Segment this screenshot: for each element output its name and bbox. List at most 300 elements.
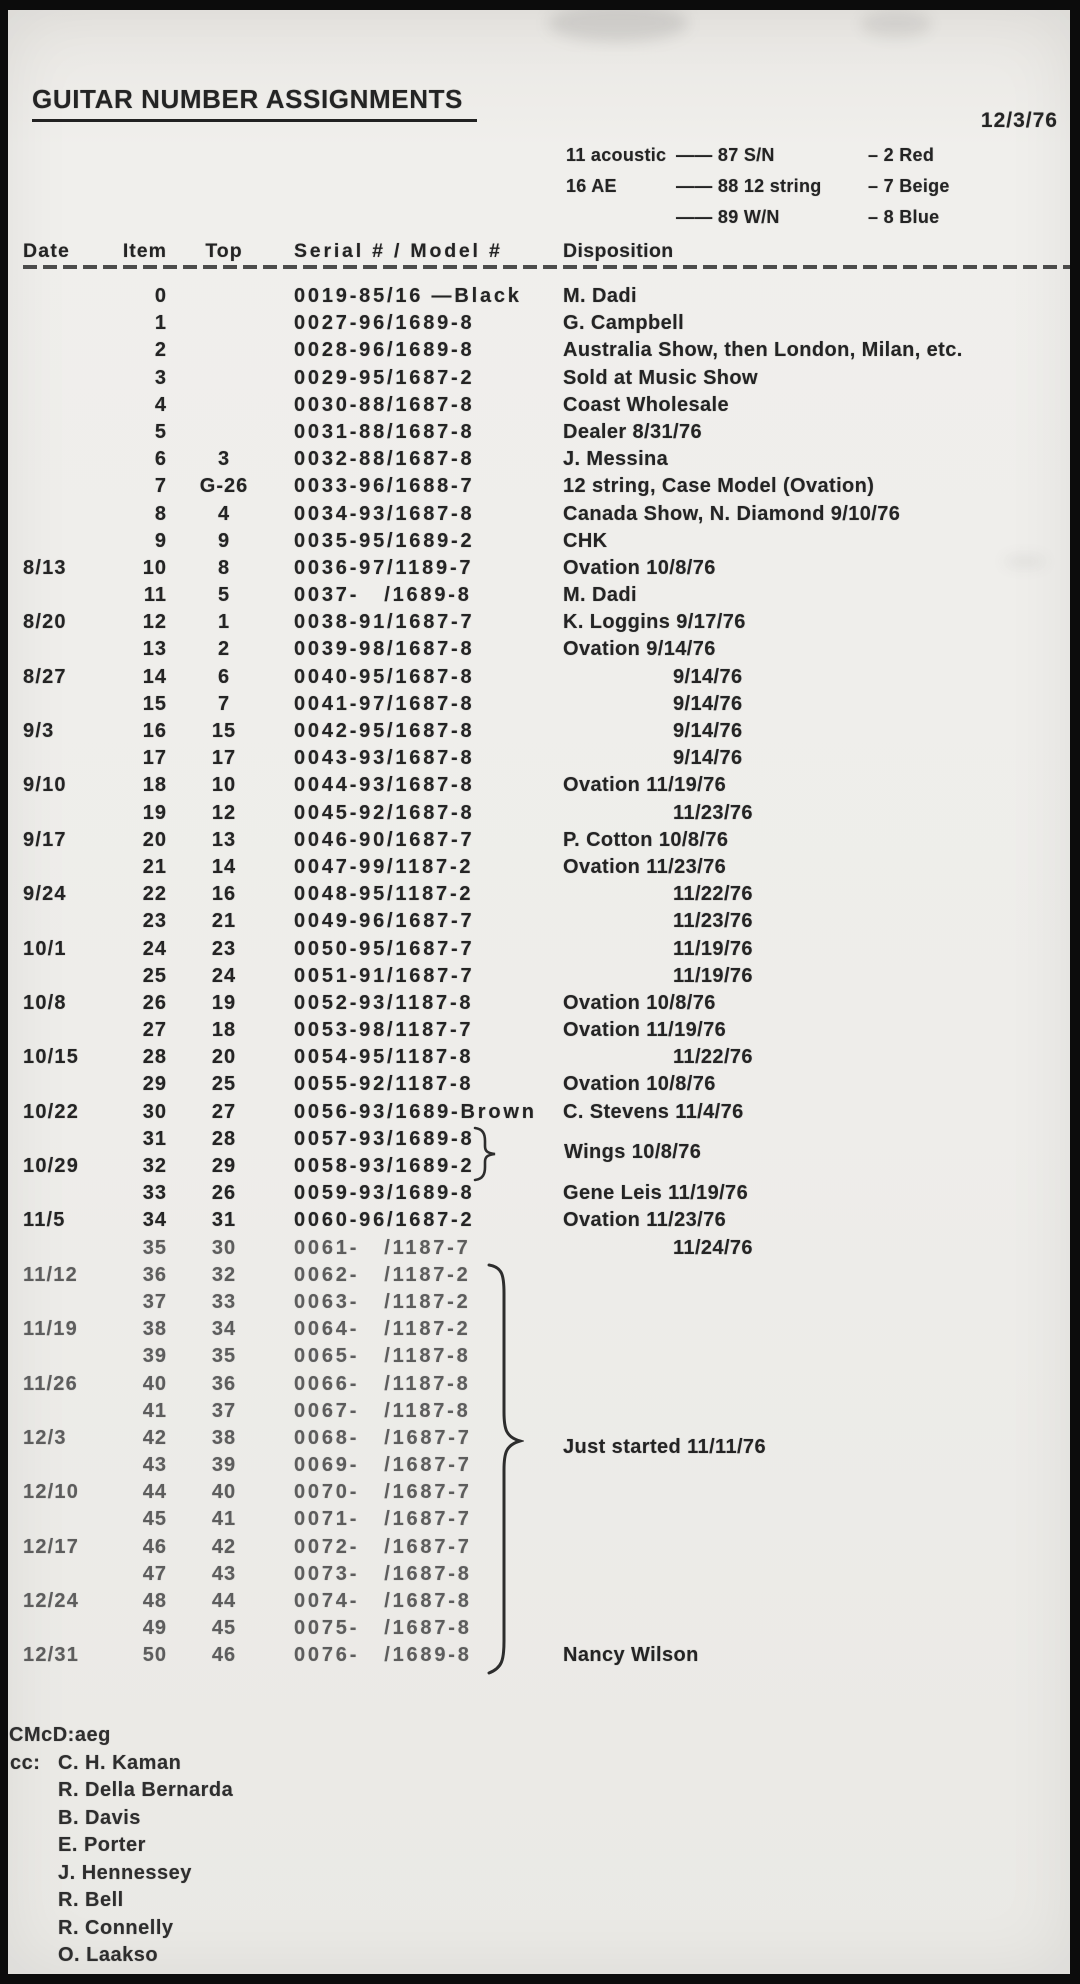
- table-row: [8, 936, 1070, 963]
- cell-item: 39: [142, 1345, 167, 1368]
- table-row: [8, 1506, 1070, 1533]
- cell-item: 50: [142, 1644, 167, 1667]
- table-row: [8, 582, 1070, 609]
- cell-serial: 0035-95/1689-2: [294, 529, 475, 552]
- cell-serial: 0043-93/1687-8: [294, 747, 475, 770]
- cell-item: 49: [142, 1617, 167, 1640]
- table-row: [8, 1235, 1070, 1262]
- cell-disposition: J. Messina: [563, 448, 669, 471]
- header-rule: [23, 265, 1070, 269]
- cell-item: 8: [154, 502, 167, 525]
- table-row: [8, 800, 1070, 827]
- table-row: [8, 854, 1070, 881]
- column-header-disposition: Disposition: [563, 240, 674, 262]
- table-row: [8, 1588, 1070, 1615]
- cell-disposition: Gene Leis 11/19/76: [563, 1182, 749, 1205]
- table-row: [8, 1479, 1070, 1506]
- legend-notes: [566, 140, 950, 233]
- cell-serial: 0031-88/1687-8: [294, 420, 475, 443]
- cc-name: E. Porter: [58, 1834, 146, 1856]
- column-header-serial: Serial # / Model #: [294, 240, 503, 262]
- cell-item: 28: [142, 1046, 167, 1069]
- cell-top: 34: [211, 1318, 237, 1341]
- table-row: [8, 963, 1070, 990]
- cell-top: [167, 310, 269, 337]
- cell-date: [23, 1071, 115, 1098]
- cell-disposition: 9/14/76: [673, 720, 743, 742]
- cell-serial: 0053-98/1187-7: [294, 1019, 474, 1042]
- cc-list: [58, 1750, 233, 1970]
- cell-serial: 0070- /1687-7: [294, 1481, 472, 1504]
- cell-date: [23, 419, 115, 446]
- table-row: [8, 1642, 1070, 1669]
- cell-disposition: C. Stevens 11/4/76: [563, 1100, 744, 1123]
- cell-item: 1: [154, 312, 167, 335]
- cell-disposition: Just started 11/11/76: [563, 1435, 766, 1458]
- document-date: 12/3/76: [980, 109, 1058, 132]
- cell-top: 21: [211, 910, 237, 933]
- cc-name: O. Laakso: [58, 1944, 159, 1966]
- cell-date: 12/17: [23, 1535, 80, 1558]
- cell-date: 9/10: [23, 774, 67, 797]
- cell-item: 33: [142, 1182, 167, 1205]
- cell-serial: 0034-93/1687-8: [294, 502, 475, 525]
- table-row: [8, 772, 1070, 799]
- cell-item: 10: [142, 556, 167, 579]
- cell-top: 14: [211, 855, 237, 878]
- cell-item: 22: [142, 883, 167, 906]
- cell-serial: 0063- /1187-2: [294, 1290, 471, 1313]
- cell-item: 14: [142, 665, 167, 688]
- cell-item: 5: [154, 420, 167, 443]
- cell-top: 28: [211, 1127, 237, 1150]
- cell-serial: 0032-88/1687-8: [294, 448, 475, 471]
- cell-disposition: K. Loggins 9/17/76: [563, 611, 746, 634]
- table-row: [8, 636, 1070, 663]
- cell-serial: 0042-95/1687-8: [294, 720, 475, 742]
- cell-top: 23: [211, 937, 237, 960]
- cell-top: 30: [211, 1236, 237, 1259]
- table-row: [8, 908, 1070, 935]
- table-row: [8, 745, 1070, 772]
- cell-top: 31: [211, 1209, 237, 1232]
- cell-disposition: 11/23/76: [673, 801, 753, 824]
- table-row: [8, 337, 1070, 364]
- cell-date: [23, 745, 115, 772]
- cell-item: 31: [142, 1127, 167, 1150]
- table-row: [8, 473, 1070, 500]
- cell-disposition: M. Dadi: [563, 285, 637, 307]
- cell-top: 5: [217, 584, 231, 607]
- cell-date: [23, 854, 115, 881]
- cell-item: 23: [142, 910, 167, 933]
- cell-serial: 0065- /1187-8: [294, 1345, 471, 1368]
- cell-disposition: Sold at Music Show: [563, 366, 758, 389]
- cell-serial: 0039-98/1687-8: [294, 638, 475, 661]
- cell-top: 8: [217, 556, 231, 579]
- cell-serial: 0071- /1687-7: [294, 1508, 472, 1531]
- cell-top: 44: [211, 1590, 237, 1612]
- cell-date: 10/1: [23, 937, 67, 960]
- cell-top: [167, 365, 269, 392]
- cell-item: 30: [142, 1100, 167, 1123]
- cell-top: 46: [211, 1644, 237, 1667]
- cell-date: 10/15: [23, 1046, 80, 1069]
- table-row: [8, 1017, 1070, 1044]
- column-header-top: Top: [205, 240, 243, 262]
- cell-disposition: [541, 1534, 1070, 1561]
- cell-item: 13: [142, 638, 167, 661]
- table-row: [8, 365, 1070, 392]
- cc-name: J. Hennessey: [58, 1861, 192, 1884]
- legend-qty: [566, 202, 676, 233]
- annotation-wings: Wings 10/8/76: [564, 1141, 702, 1163]
- cell-item: 2: [154, 339, 167, 362]
- cell-item: 7: [154, 475, 167, 498]
- cell-top: 2: [217, 638, 231, 661]
- cell-serial: 0059-93/1689-8: [294, 1182, 475, 1205]
- scan-artifact: [860, 10, 932, 38]
- cell-item: 45: [142, 1508, 167, 1531]
- cell-disposition: Australia Show, then London, Milan, etc.: [563, 339, 963, 362]
- cell-top: 4: [217, 502, 231, 525]
- cell-item: 19: [142, 801, 167, 824]
- table-row: [8, 1180, 1070, 1207]
- cell-disposition: 11/22/76: [673, 1046, 753, 1069]
- legend-color_note: – 7 Beige: [868, 176, 950, 196]
- cell-disposition: Coast Wholesale: [563, 393, 730, 416]
- legend-row: [566, 140, 950, 171]
- cell-item: 11: [143, 584, 167, 607]
- cell-date: [23, 1180, 115, 1207]
- cell-disposition: Dealer 8/31/76: [563, 420, 703, 443]
- table-row: [8, 528, 1070, 555]
- cc-name: C. H. Kaman: [58, 1751, 182, 1774]
- cell-disposition: Ovation 11/19/76: [563, 774, 727, 797]
- table-row: [8, 1561, 1070, 1588]
- table-row: [8, 1289, 1070, 1316]
- cell-date: [23, 908, 115, 935]
- cell-top: [167, 283, 269, 310]
- cell-serial: 0067- /1187-8: [294, 1399, 471, 1422]
- cell-top: 16: [211, 883, 237, 906]
- cell-serial: 0064- /1187-2: [294, 1318, 471, 1341]
- cell-date: [23, 1343, 115, 1370]
- cell-top: 17: [211, 747, 237, 770]
- cell-top: 25: [211, 1073, 237, 1096]
- cell-disposition: Canada Show, N. Diamond 9/10/76: [563, 502, 901, 525]
- cell-serial: 0069- /1687-7: [294, 1454, 472, 1477]
- cell-top: 36: [211, 1372, 237, 1395]
- cell-top: 10: [211, 774, 237, 797]
- column-header-item: Item: [122, 240, 167, 262]
- cell-disposition: [541, 1262, 1070, 1289]
- cell-item: 46: [142, 1535, 167, 1558]
- cell-disposition: G. Campbell: [563, 312, 685, 335]
- cell-item: 41: [142, 1399, 167, 1422]
- cell-serial: 0052-93/1187-8: [294, 991, 474, 1014]
- cc-name: R. Bell: [58, 1889, 124, 1911]
- cc-block: [8, 1750, 233, 1970]
- cell-disposition: [541, 1479, 1070, 1506]
- cell-serial: 0040-95/1687-8: [294, 665, 475, 688]
- cell-item: 0: [154, 285, 167, 307]
- cell-item: 40: [142, 1372, 167, 1395]
- cell-serial: 0074- /1687-8: [294, 1590, 472, 1612]
- cell-item: 15: [142, 692, 167, 715]
- cell-top: 43: [211, 1562, 237, 1585]
- cell-date: [23, 283, 115, 310]
- cell-date: 11/26: [23, 1372, 78, 1395]
- brace-rows-36-50: [478, 1262, 524, 1676]
- cell-date: [23, 1398, 115, 1425]
- table-row: [8, 1615, 1070, 1642]
- cell-date: [23, 337, 115, 364]
- legend-color_note: – 8 Blue: [868, 207, 940, 227]
- cell-serial: 0058-93/1689-2: [294, 1155, 475, 1177]
- table-row: [8, 392, 1070, 419]
- cell-disposition: 11/23/76: [673, 910, 753, 933]
- cell-date: [23, 636, 115, 663]
- cell-top: 1: [217, 611, 231, 634]
- cell-date: [23, 446, 115, 473]
- cell-item: 44: [142, 1481, 167, 1504]
- cell-serial: 0061- /1187-7: [294, 1236, 471, 1259]
- cell-serial: 0029-95/1687-2: [294, 366, 475, 389]
- cell-date: 8/27: [23, 665, 67, 688]
- cell-date: [23, 1615, 115, 1642]
- cell-serial: 0019-85/16 —Black: [294, 285, 522, 307]
- cell-serial: 0028-96/1689-8: [294, 339, 475, 362]
- cell-top: 39: [211, 1454, 237, 1477]
- cell-top: 29: [211, 1155, 237, 1177]
- cell-serial: 0068- /1687-7: [294, 1426, 472, 1449]
- cell-date: [23, 1561, 115, 1588]
- cell-serial: 0060-96/1687-2: [294, 1209, 475, 1232]
- cell-disposition: Ovation 11/19/76: [563, 1019, 727, 1042]
- cell-item: 26: [142, 991, 167, 1014]
- cell-date: [23, 501, 115, 528]
- cell-serial: 0037- /1689-8: [294, 584, 472, 607]
- legend-qty: 16 AE: [566, 176, 617, 196]
- cell-date: [23, 392, 115, 419]
- cell-serial: 0030-88/1687-8: [294, 393, 475, 416]
- cell-top: G-26: [199, 475, 249, 498]
- cell-item: 38: [142, 1318, 167, 1341]
- cell-date: 11/19: [23, 1318, 78, 1341]
- cell-top: [167, 392, 269, 419]
- table-row: [8, 881, 1070, 908]
- cell-date: [23, 963, 115, 990]
- cell-item: 24: [142, 937, 167, 960]
- cell-disposition: [541, 1343, 1070, 1370]
- cell-item: 9: [154, 529, 167, 552]
- cell-serial: 0048-95/1187-2: [294, 883, 474, 906]
- footer: [8, 1722, 233, 1970]
- cell-disposition: [541, 1588, 1070, 1615]
- cell-serial: 0041-97/1687-8: [294, 692, 475, 715]
- cell-top: 26: [211, 1182, 237, 1205]
- cc-name: B. Davis: [58, 1806, 141, 1829]
- table-row: [8, 1153, 1070, 1180]
- legend-color_note: – 2 Red: [868, 145, 935, 165]
- cell-date: 12/3: [23, 1426, 67, 1449]
- cell-serial: 0045-92/1687-8: [294, 801, 475, 824]
- cell-item: 3: [154, 366, 167, 389]
- cell-disposition: 9/14/76: [673, 665, 743, 688]
- cell-top: 9: [217, 529, 231, 552]
- cell-serial: 0054-95/1187-8: [294, 1046, 474, 1069]
- cell-top: 40: [211, 1481, 237, 1504]
- table-row: [8, 1044, 1070, 1071]
- cell-item: 36: [142, 1263, 167, 1286]
- cell-top: 42: [211, 1535, 237, 1558]
- cell-serial: 0051-91/1687-7: [294, 964, 475, 987]
- cc-name: R. Connelly: [58, 1916, 174, 1939]
- cell-item: 29: [142, 1073, 167, 1096]
- cell-top: 19: [211, 991, 237, 1014]
- legend-qty: 11 acoustic: [566, 145, 667, 165]
- cell-serial: 0062- /1187-2: [294, 1263, 471, 1286]
- cell-disposition: 11/24/76: [673, 1236, 753, 1259]
- cell-item: 17: [142, 747, 167, 770]
- cell-serial: 0036-97/1189-7: [294, 556, 474, 579]
- cell-disposition: Ovation 10/8/76: [563, 991, 716, 1014]
- table-row: [8, 1425, 1070, 1458]
- cell-disposition: [541, 1398, 1070, 1425]
- table-row: [8, 691, 1070, 718]
- table-row: [8, 446, 1070, 473]
- cell-date: [23, 365, 115, 392]
- brace-rows-31-32: [472, 1126, 498, 1182]
- cell-serial: 0056-93/1689-Brown: [294, 1100, 537, 1123]
- cell-serial: 0027-96/1689-8: [294, 312, 475, 335]
- cell-disposition: 9/14/76: [673, 747, 743, 770]
- table-row: [8, 1316, 1070, 1343]
- cell-serial: 0049-96/1687-7: [294, 910, 475, 933]
- cc-label: cc:: [10, 1751, 41, 1774]
- cell-item: 43: [142, 1454, 167, 1477]
- cell-disposition: CHK: [563, 529, 608, 552]
- cell-top: 35: [211, 1345, 237, 1368]
- cell-item: 6: [154, 448, 167, 471]
- table-row: [8, 1371, 1070, 1398]
- cell-top: [167, 419, 269, 446]
- typist-initials: CMcD:aeg: [9, 1724, 111, 1746]
- table-row: [8, 664, 1070, 691]
- cell-serial: 0038-91/1687-7: [294, 611, 475, 634]
- cell-top: 13: [211, 828, 237, 851]
- cell-item: 16: [142, 720, 167, 742]
- cell-date: [23, 582, 115, 609]
- cell-item: 32: [142, 1155, 167, 1177]
- cell-date: 8/13: [23, 556, 67, 579]
- cell-date: [23, 1506, 115, 1533]
- legend-row: [566, 202, 950, 233]
- table-row: [8, 1099, 1070, 1126]
- cell-item: 47: [142, 1562, 167, 1585]
- cell-disposition: [541, 1371, 1070, 1398]
- cell-date: [23, 310, 115, 337]
- table-row: [8, 1343, 1070, 1370]
- cell-disposition: [541, 1316, 1070, 1343]
- cell-item: 48: [142, 1590, 167, 1612]
- cc-name: R. Della Bernarda: [58, 1779, 234, 1801]
- cell-top: 33: [211, 1290, 237, 1313]
- cell-disposition: 11/19/76: [673, 964, 753, 987]
- cell-date: 9/3: [23, 720, 55, 742]
- cell-date: 8/20: [23, 611, 67, 634]
- table-row: [8, 555, 1070, 582]
- cell-date: 11/5: [23, 1209, 66, 1232]
- cell-disposition: P. Cotton 10/8/76: [563, 828, 729, 851]
- cell-disposition: [541, 1615, 1070, 1642]
- cell-item: 20: [142, 828, 167, 851]
- cell-item: 18: [142, 774, 167, 797]
- cell-serial: 0057-93/1689-8: [294, 1127, 475, 1150]
- cell-serial: 0075- /1687-8: [294, 1617, 472, 1640]
- cell-serial: 0055-92/1187-8: [294, 1073, 474, 1096]
- page-title: GUITAR NUMBER ASSIGNMENTS: [32, 84, 477, 122]
- cell-disposition: M. Dadi: [563, 584, 637, 607]
- cell-date: 11/12: [23, 1263, 78, 1286]
- cell-disposition: [541, 1561, 1070, 1588]
- cell-top: 6: [217, 665, 231, 688]
- cell-disposition: 11/22/76: [673, 883, 753, 906]
- cell-item: 25: [142, 964, 167, 987]
- table-row: [8, 501, 1070, 528]
- table-row: [8, 283, 1070, 310]
- cell-date: [23, 1235, 115, 1262]
- table-row: [8, 1071, 1070, 1098]
- cell-disposition: Ovation 10/8/76: [563, 1073, 716, 1096]
- cell-serial: 0073- /1687-8: [294, 1562, 472, 1585]
- cell-serial: 0066- /1187-8: [294, 1372, 471, 1395]
- table-body: [8, 283, 1070, 1670]
- cell-date: [23, 528, 115, 555]
- table-row: [8, 1398, 1070, 1425]
- cell-top: 32: [211, 1263, 237, 1286]
- cell-disposition: Ovation 9/14/76: [563, 638, 716, 661]
- cell-top: 3: [217, 448, 231, 471]
- cell-disposition: [541, 1506, 1070, 1533]
- cell-date: 10/29: [23, 1155, 80, 1177]
- cell-serial: 0044-93/1687-8: [294, 774, 475, 797]
- cell-top: 7: [217, 692, 231, 715]
- cell-item: 12: [142, 611, 167, 634]
- scan-artifact: [548, 4, 688, 42]
- cell-disposition: Nancy Wilson: [563, 1644, 699, 1667]
- cell-top: 27: [211, 1100, 237, 1123]
- cell-disposition: 12 string, Case Model (Ovation): [563, 475, 875, 498]
- cell-date: 12/31: [23, 1644, 80, 1667]
- cell-serial: 0072- /1687-7: [294, 1535, 472, 1558]
- table-row: [8, 827, 1070, 854]
- cell-date: 10/22: [23, 1100, 80, 1123]
- table-row: [8, 1207, 1070, 1234]
- table-row: [8, 1534, 1070, 1561]
- cell-serial: 0033-96/1688-7: [294, 475, 475, 498]
- cell-top: 15: [211, 720, 237, 742]
- cell-item: 42: [142, 1426, 167, 1449]
- cell-date: [23, 1289, 115, 1316]
- cell-item: 27: [142, 1019, 167, 1042]
- cell-top: 12: [211, 801, 237, 824]
- cell-disposition: 9/14/76: [673, 692, 743, 715]
- cell-item: 35: [142, 1236, 167, 1259]
- cell-serial: 0047-99/1187-2: [294, 855, 474, 878]
- cell-date: [23, 800, 115, 827]
